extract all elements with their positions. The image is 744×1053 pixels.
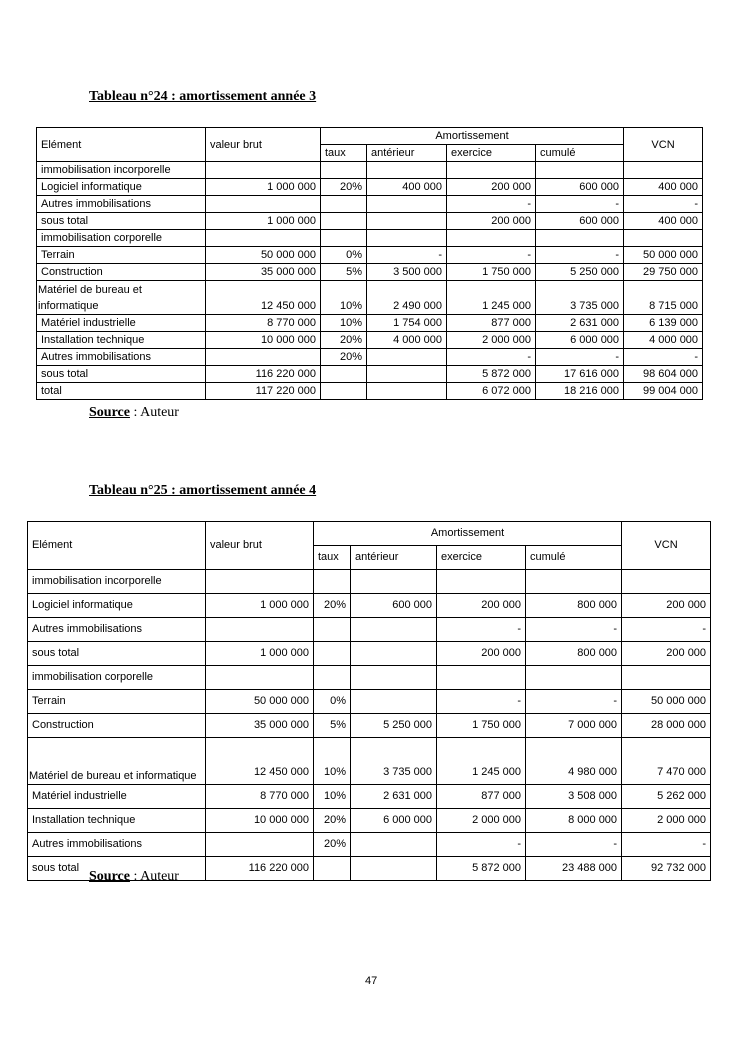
cell-cumule: - [536, 196, 624, 213]
cell-taux [314, 857, 351, 881]
cell-cumule: 600 000 [536, 179, 624, 196]
cell-cumule: 6 000 000 [536, 332, 624, 349]
cell-anterieur [351, 857, 437, 881]
table-25-source [89, 869, 179, 885]
cell-vcn: 5 262 000 [622, 785, 711, 809]
cell-taux [321, 230, 367, 247]
cell-anterieur [367, 383, 447, 400]
table-row [37, 196, 703, 213]
cell-cumule [526, 666, 622, 690]
table-row [37, 315, 703, 332]
cell-vcn: 400 000 [624, 213, 703, 230]
cell-cumule [526, 570, 622, 594]
cell-taux [321, 196, 367, 213]
cell-exercice [447, 230, 536, 247]
cell-cumule [536, 230, 624, 247]
cell-valeur-brut: 35 000 000 [206, 264, 321, 281]
header-vcn: VCN [624, 128, 703, 162]
cell-exercice: 5 872 000 [437, 857, 526, 881]
cell-anterieur [367, 349, 447, 366]
cell-exercice: 2 000 000 [447, 332, 536, 349]
cell-vcn: 92 732 000 [622, 857, 711, 881]
cell-taux [314, 642, 351, 666]
cell-exercice: - [447, 196, 536, 213]
cell-valeur-brut: 1 000 000 [206, 594, 314, 618]
cell-taux: 10% [321, 281, 367, 315]
cell-exercice: 877 000 [437, 785, 526, 809]
cell-anterieur [351, 690, 437, 714]
cell-element: Logiciel informatique [28, 594, 206, 618]
cell-anterieur [351, 570, 437, 594]
cell-exercice: - [437, 833, 526, 857]
cell-vcn: 50 000 000 [622, 690, 711, 714]
header-exercice: exercice [437, 546, 526, 570]
cell-cumule: 600 000 [536, 213, 624, 230]
cell-cumule: - [526, 833, 622, 857]
cell-valeur-brut: 12 450 000 [206, 738, 314, 785]
cell-anterieur [351, 833, 437, 857]
table-row [28, 570, 711, 594]
cell-exercice: 200 000 [437, 642, 526, 666]
cell-vcn: - [622, 618, 711, 642]
header-element: Elément [37, 128, 206, 162]
cell-cumule: - [536, 247, 624, 264]
cell-cumule: 3 735 000 [536, 281, 624, 315]
cell-cumule: 5 250 000 [536, 264, 624, 281]
header-cumule: cumulé [536, 145, 624, 162]
cell-anterieur: - [367, 247, 447, 264]
cell-exercice: - [437, 690, 526, 714]
cell-cumule: 18 216 000 [536, 383, 624, 400]
cell-taux: 20% [314, 833, 351, 857]
cell-vcn: 29 750 000 [624, 264, 703, 281]
cell-cumule: 8 000 000 [526, 809, 622, 833]
cell-element: Autres immobilisations [28, 618, 206, 642]
cell-valeur-brut [206, 230, 321, 247]
cell-vcn: 28 000 000 [622, 714, 711, 738]
cell-element: Terrain [28, 690, 206, 714]
cell-anterieur: 5 250 000 [351, 714, 437, 738]
cell-vcn [624, 230, 703, 247]
cell-valeur-brut: 116 220 000 [206, 366, 321, 383]
cell-cumule: 800 000 [526, 642, 622, 666]
cell-vcn: 7 470 000 [622, 738, 711, 785]
cell-element: Matériel industrielle [28, 785, 206, 809]
cell-taux: 20% [321, 349, 367, 366]
cell-exercice: 200 000 [447, 179, 536, 196]
cell-cumule: - [526, 690, 622, 714]
cell-element: sous total [28, 857, 206, 881]
cell-taux: 20% [314, 809, 351, 833]
table-row [37, 230, 703, 247]
cell-element: Autres immobilisations [28, 833, 206, 857]
header-row [28, 522, 711, 546]
cell-taux [321, 366, 367, 383]
cell-element: Autres immobilisations [37, 349, 206, 366]
cell-vcn: 99 004 000 [624, 383, 703, 400]
header-anterieur: antérieur [351, 546, 437, 570]
header-cumule: cumulé [526, 546, 622, 570]
cell-taux: 20% [314, 594, 351, 618]
table-row [28, 594, 711, 618]
cell-exercice: 2 000 000 [437, 809, 526, 833]
cell-vcn: 98 604 000 [624, 366, 703, 383]
cell-taux: 20% [321, 332, 367, 349]
cell-anterieur [351, 666, 437, 690]
cell-taux: 5% [314, 714, 351, 738]
cell-valeur-brut: 12 450 000 [206, 281, 321, 315]
cell-taux [314, 618, 351, 642]
cell-cumule [536, 162, 624, 179]
cell-valeur-brut [206, 162, 321, 179]
cell-element: immobilisation incorporelle [37, 162, 206, 179]
cell-element: total [37, 383, 206, 400]
cell-vcn [622, 666, 711, 690]
cell-valeur-brut [206, 196, 321, 213]
table-row [37, 349, 703, 366]
cell-element: Logiciel informatique [37, 179, 206, 196]
cell-element: Matériel de bureau et informatique [28, 738, 206, 785]
source-label: Source [89, 405, 130, 420]
cell-vcn: - [624, 349, 703, 366]
cell-anterieur [351, 642, 437, 666]
table-row [37, 264, 703, 281]
cell-taux [321, 383, 367, 400]
cell-cumule: 23 488 000 [526, 857, 622, 881]
table-row [37, 179, 703, 196]
cell-exercice: 6 072 000 [447, 383, 536, 400]
cell-valeur-brut [206, 618, 314, 642]
cell-valeur-brut: 1 000 000 [206, 213, 321, 230]
cell-cumule: - [536, 349, 624, 366]
table-row [37, 213, 703, 230]
cell-exercice: - [447, 247, 536, 264]
cell-element: sous total [37, 213, 206, 230]
cell-taux: 20% [321, 179, 367, 196]
cell-valeur-brut: 8 770 000 [206, 315, 321, 332]
table-24-source [89, 405, 179, 421]
cell-valeur-brut: 35 000 000 [206, 714, 314, 738]
table-row [28, 833, 711, 857]
cell-vcn: 400 000 [624, 179, 703, 196]
cell-anterieur: 3 500 000 [367, 264, 447, 281]
cell-element: Installation technique [28, 809, 206, 833]
table-row [28, 690, 711, 714]
header-row [37, 128, 703, 145]
cell-taux [321, 162, 367, 179]
cell-exercice [437, 570, 526, 594]
cell-exercice: 1 245 000 [447, 281, 536, 315]
table-row [28, 738, 711, 785]
table-row [37, 281, 703, 315]
table-24 [36, 127, 703, 400]
cell-anterieur [367, 230, 447, 247]
header-exercice: exercice [447, 145, 536, 162]
cell-valeur-brut: 1 000 000 [206, 642, 314, 666]
cell-vcn: 200 000 [622, 642, 711, 666]
cell-vcn: 2 000 000 [622, 809, 711, 833]
cell-element: Autres immobilisations [37, 196, 206, 213]
table-25 [27, 521, 711, 881]
cell-anterieur: 3 735 000 [351, 738, 437, 785]
cell-anterieur [367, 162, 447, 179]
table-row [37, 383, 703, 400]
table-row [28, 785, 711, 809]
cell-taux: 0% [314, 690, 351, 714]
cell-element: Terrain [37, 247, 206, 264]
cell-cumule: 800 000 [526, 594, 622, 618]
page-number: 47 [365, 975, 378, 987]
cell-exercice [437, 666, 526, 690]
cell-cumule: 3 508 000 [526, 785, 622, 809]
table-row [37, 162, 703, 179]
cell-valeur-brut [206, 349, 321, 366]
cell-element: immobilisation incorporelle [28, 570, 206, 594]
header-amortissement: Amortissement [321, 128, 624, 145]
cell-element: Construction [37, 264, 206, 281]
source-label: Source [89, 869, 130, 884]
cell-vcn: - [624, 196, 703, 213]
cell-taux: 10% [314, 738, 351, 785]
cell-anterieur [367, 213, 447, 230]
table-24-title: Tableau n°24 : amortissement année 3 [89, 89, 317, 104]
cell-cumule: 2 631 000 [536, 315, 624, 332]
cell-valeur-brut [206, 570, 314, 594]
cell-valeur-brut: 1 000 000 [206, 179, 321, 196]
cell-taux: 10% [321, 315, 367, 332]
header-vcn: VCN [622, 522, 711, 570]
cell-anterieur: 600 000 [351, 594, 437, 618]
table-row [28, 809, 711, 833]
cell-anterieur [351, 618, 437, 642]
cell-element: Matériel industrielle [37, 315, 206, 332]
cell-taux: 5% [321, 264, 367, 281]
header-valeur-brut: valeur brut [206, 128, 321, 162]
cell-valeur-brut: 10 000 000 [206, 332, 321, 349]
cell-anterieur: 4 000 000 [367, 332, 447, 349]
cell-valeur-brut: 8 770 000 [206, 785, 314, 809]
cell-element: immobilisation corporelle [37, 230, 206, 247]
header-taux: taux [314, 546, 351, 570]
cell-exercice: 5 872 000 [447, 366, 536, 383]
cell-element: Matériel de bureau et informatique [37, 281, 206, 315]
cell-anterieur [367, 366, 447, 383]
cell-taux [321, 213, 367, 230]
header-anterieur: antérieur [367, 145, 447, 162]
cell-exercice [447, 162, 536, 179]
cell-exercice: - [447, 349, 536, 366]
cell-cumule: 17 616 000 [536, 366, 624, 383]
cell-anterieur: 400 000 [367, 179, 447, 196]
cell-anterieur: 2 490 000 [367, 281, 447, 315]
cell-exercice: 1 245 000 [437, 738, 526, 785]
cell-valeur-brut: 116 220 000 [206, 857, 314, 881]
cell-anterieur [367, 196, 447, 213]
cell-valeur-brut [206, 666, 314, 690]
cell-valeur-brut: 117 220 000 [206, 383, 321, 400]
cell-element: sous total [28, 642, 206, 666]
cell-anterieur: 2 631 000 [351, 785, 437, 809]
cell-element: immobilisation corporelle [28, 666, 206, 690]
cell-taux [314, 570, 351, 594]
cell-vcn: 50 000 000 [624, 247, 703, 264]
cell-valeur-brut: 50 000 000 [206, 690, 314, 714]
table-row [37, 366, 703, 383]
table-row [28, 714, 711, 738]
cell-element: Installation technique [37, 332, 206, 349]
cell-valeur-brut [206, 833, 314, 857]
table-25-title: Tableau n°25 : amortissement année 4 [89, 483, 317, 498]
cell-exercice: 200 000 [447, 213, 536, 230]
cell-vcn [622, 570, 711, 594]
cell-cumule: 4 980 000 [526, 738, 622, 785]
cell-vcn: 4 000 000 [624, 332, 703, 349]
cell-valeur-brut: 50 000 000 [206, 247, 321, 264]
source-value: : Auteur [129, 869, 179, 884]
cell-exercice: 877 000 [447, 315, 536, 332]
cell-exercice: 200 000 [437, 594, 526, 618]
header-taux: taux [321, 145, 367, 162]
cell-vcn: - [622, 833, 711, 857]
header-valeur-brut: valeur brut [206, 522, 314, 570]
cell-vcn [624, 162, 703, 179]
cell-anterieur: 1 754 000 [367, 315, 447, 332]
cell-valeur-brut: 10 000 000 [206, 809, 314, 833]
table-row [37, 247, 703, 264]
cell-element: sous total [37, 366, 206, 383]
cell-anterieur: 6 000 000 [351, 809, 437, 833]
cell-taux: 10% [314, 785, 351, 809]
cell-exercice: 1 750 000 [447, 264, 536, 281]
source-value: : Auteur [129, 405, 179, 420]
cell-cumule: 7 000 000 [526, 714, 622, 738]
table-row [37, 332, 703, 349]
cell-cumule: - [526, 618, 622, 642]
cell-exercice: 1 750 000 [437, 714, 526, 738]
cell-vcn: 200 000 [622, 594, 711, 618]
cell-taux: 0% [321, 247, 367, 264]
cell-exercice: - [437, 618, 526, 642]
cell-taux [314, 666, 351, 690]
header-amortissement: Amortissement [314, 522, 622, 546]
cell-element: Construction [28, 714, 206, 738]
header-element: Elément [28, 522, 206, 570]
table-row [28, 666, 711, 690]
table-row [28, 618, 711, 642]
cell-vcn: 8 715 000 [624, 281, 703, 315]
table-row [28, 642, 711, 666]
cell-vcn: 6 139 000 [624, 315, 703, 332]
